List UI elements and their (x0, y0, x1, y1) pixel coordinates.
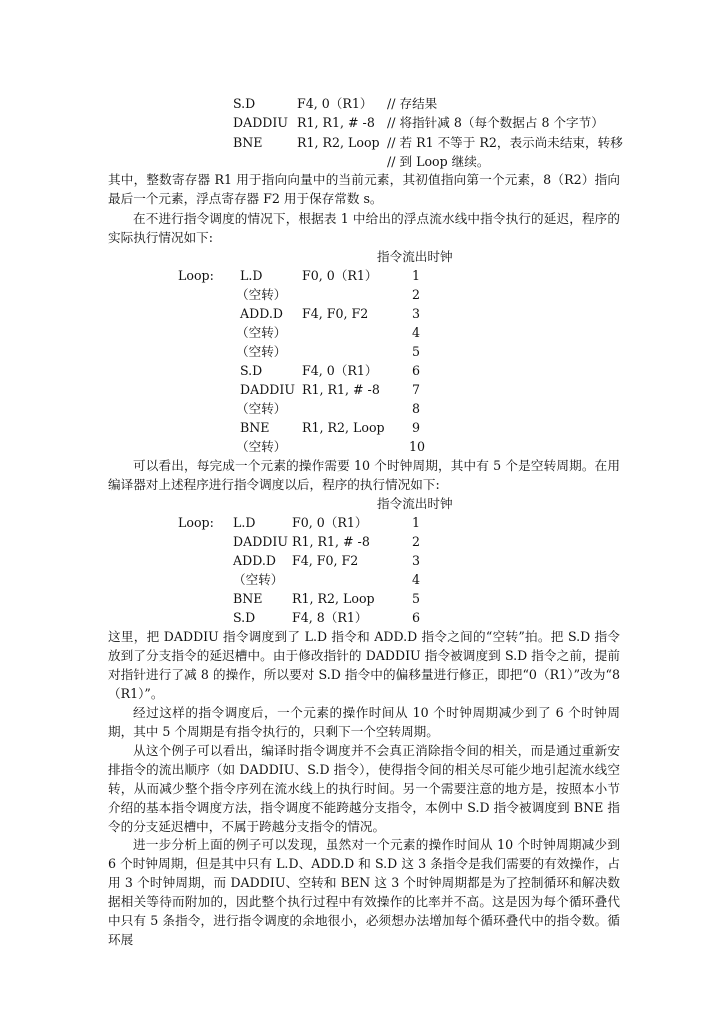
table-args: R1, R1, # -8 (302, 382, 380, 397)
paragraph-6: 从这个例子可以看出，编译时指令调度并不会真正消除指令间的相关，而是通过重新安排指令的流出顺序（如 DADDIU、S.D 指令），使得指令间的相关尽可能少地引起流水线空转，从而减少整个指令序列在流水线上的执行时间。另一个需要注意的地方是，按照本小节介绍的基本指令调度方法，指令调度不能跨越分支指令，本例中 S.D 指令被调度到 BNE 指令的分支延迟槽中，不属于跨越分支指令的情况。 (108, 743, 620, 834)
table-clock: 1 (412, 268, 421, 283)
code-op: BNE (233, 135, 263, 150)
table-clock: 3 (412, 306, 421, 321)
table-op: （空转） (236, 401, 287, 416)
code-args: F4, 0（R1） (297, 96, 373, 111)
table-clock: 4 (412, 572, 421, 587)
table-op: L.D (233, 515, 256, 530)
paragraph-5: 经过这样的指令调度后，一个元素的操作时间从 10 个时钟周期减少到了 6 个时钟周期，其中 5 个周期是有指令执行的，只剩下一个空转周期。 (108, 705, 620, 739)
code-comment: // 到 Loop 继续。 (387, 154, 490, 169)
table-args: F4, F0, F2 (302, 306, 369, 321)
paragraph-4: 这里，把 DADDIU 指令调度到了 L.D 指令和 ADD.D 指令之间的“空转”拍。把 S.D 指令放到了分支指令的延迟槽中。由于修改指针的 DADDIU 指令被调度到 S.D 指令之前，提前对指针进行了减 8 的操作，所以要对 S.D 指令中的偏移量进行修正，即把“0（R1）”改为“8（R1）”。 (108, 629, 620, 701)
code-args: R1, R1, # -8 (297, 115, 375, 130)
table-args: R1, R2, Loop (292, 591, 375, 606)
table-op: S.D (240, 363, 263, 378)
table-op: ADD.D (240, 306, 283, 321)
table-clock: 1 (412, 515, 421, 530)
table-args: F0, 0（R1） (292, 515, 368, 530)
table-args: F4, 0（R1） (302, 363, 378, 378)
table-op: DADDIU (233, 534, 288, 549)
table-clock: 5 (412, 344, 421, 359)
paragraph-1: 其中，整数寄存器 R1 用于指向向量中的当前元素，其初值指向第一个元素，8（R2）指向最后一个元素，浮点寄存器 F2 用于保存常数 s。 (108, 172, 620, 206)
table-args: F4, F0, F2 (292, 553, 359, 568)
paragraph-2: 在不进行指令调度的情况下，根据表 1 中给出的浮点流水线中指令执行的延迟，程序的实际执行情况如下: (108, 211, 620, 245)
table-op: L.D (240, 268, 263, 283)
table-op: （空转） (233, 572, 284, 587)
table-clock: 2 (412, 534, 421, 549)
loop-label: Loop: (178, 268, 214, 283)
table-args: R1, R2, Loop (302, 420, 385, 435)
table-clock: 10 (409, 439, 426, 454)
table-op: （空转） (236, 439, 287, 454)
code-op: S.D (233, 96, 256, 111)
table-op: S.D (233, 610, 256, 625)
code-args: R1, R2, Loop (297, 135, 380, 150)
table-op: BNE (240, 420, 270, 435)
table-header: 指令流出时钟 (377, 249, 453, 264)
code-comment: // 将指针减 8（每个数据占 8 个字节） (387, 115, 604, 130)
table-args: F4, 8（R1） (292, 610, 368, 625)
table-clock: 4 (412, 325, 421, 340)
paragraph-7: 进一步分析上面的例子可以发现，虽然对一个元素的操作时间从 10 个时钟周期减少到 6 个时钟周期，但是其中只有 L.D、ADD.D 和 S.D 这 3 条指令是我们需要的有效操作，占用 3 个时钟周期，而 DADDIU、空转和 BEN 这 3 个时钟周期都是为了控制循环和解决数据相关等待而附加的，因此整个执行过程中有效操作的比率并不高。这是因为每个循环叠代中只有 5 条指令，进行指令调度的余地很小，必须想办法增加每个循环叠代中的指令数。循环展 (108, 837, 620, 947)
table-clock: 8 (412, 401, 421, 416)
table-op: （空转） (236, 344, 287, 359)
code-op: DADDIU (233, 115, 288, 130)
table-op: （空转） (236, 325, 287, 340)
table-args: F0, 0（R1） (302, 268, 378, 283)
table-op: DADDIU (240, 382, 295, 397)
table-clock: 2 (412, 287, 421, 302)
paragraph-3: 可以看出，每完成一个元素的操作需要 10 个时钟周期，其中有 5 个是空转周期。在用编译器对上述程序进行指令调度以后，程序的执行情况如下: (108, 458, 620, 492)
table-args: R1, R1, # -8 (292, 534, 370, 549)
table-clock: 6 (412, 610, 421, 625)
table-clock: 5 (412, 591, 421, 606)
table-op: BNE (233, 591, 263, 606)
table-op: （空转） (236, 287, 287, 302)
table-clock: 3 (412, 553, 421, 568)
code-comment: // 存结果 (387, 96, 438, 111)
table-clock: 9 (412, 420, 421, 435)
table-header: 指令流出时钟 (377, 496, 453, 511)
table-op: ADD.D (233, 553, 276, 568)
table-clock: 7 (412, 382, 421, 397)
loop-label: Loop: (178, 515, 214, 530)
table-clock: 6 (412, 363, 421, 378)
code-comment: // 若 R1 不等于 R2，表示尚未结束，转移 (387, 135, 623, 150)
